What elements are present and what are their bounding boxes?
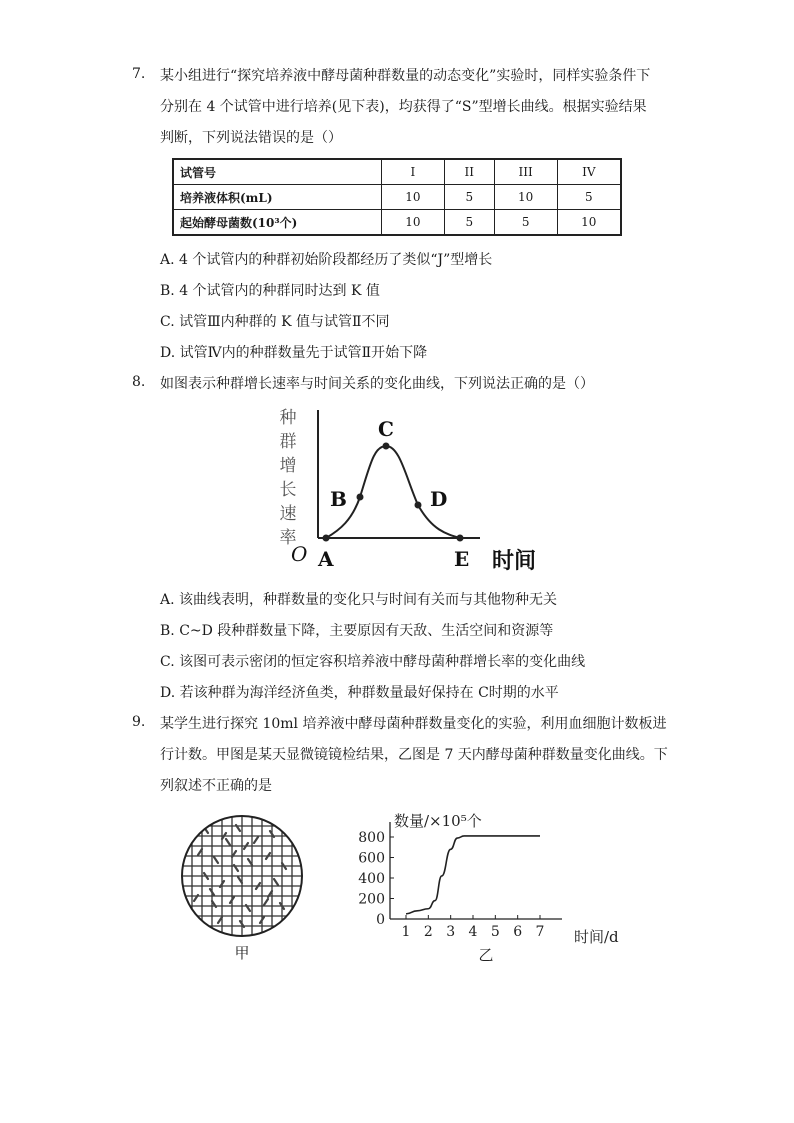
q9-stem-line1: 某学生进行探究 10ml 培养液中酵母菌种群数量变化的实验，利用血细胞计数板进	[160, 716, 667, 732]
table-row	[173, 185, 621, 210]
q8-growth-rate-figure	[270, 400, 560, 580]
q7-option-c: C. 试管Ⅲ内种群的 K 值与试管Ⅱ不同	[160, 314, 390, 330]
q9-hemocytometer-figure	[176, 810, 316, 970]
q8-option-c: C. 该图可表示密闭的恒定容积培养液中酵母菌种群增长率的变化曲线	[160, 654, 586, 670]
q8-label-c: C	[378, 417, 394, 441]
chart-x-tick-label: 4	[468, 924, 478, 940]
q9-number: 9.	[132, 714, 146, 730]
table-cell: 5	[494, 210, 557, 236]
q8-ylabel-char: 种	[279, 408, 297, 428]
q7-stem-line3: 判断，下列说法错误的是（）	[160, 130, 342, 146]
q8-ylabel-char: 群	[279, 432, 297, 452]
q7-number: 7.	[132, 66, 146, 82]
table-row	[173, 159, 621, 185]
table-cell: 5	[557, 185, 621, 210]
table-header-cell: 试管号	[173, 159, 382, 185]
q7-option-a: A. 4 个试管内的种群初始阶段都经历了类似“J”型增长	[160, 252, 493, 268]
table-header-cell: II	[444, 159, 494, 185]
q7-option-d: D. 试管Ⅳ内的种群数量先于试管Ⅱ开始下降	[160, 345, 428, 361]
table-cell: 5	[444, 185, 494, 210]
q8-number: 8.	[132, 374, 146, 390]
q8-point-c	[383, 443, 390, 450]
q8-ylabel-char: 增	[279, 456, 297, 476]
chart-y-tick-label: 600	[358, 850, 385, 867]
table-cell: 10	[494, 185, 557, 210]
q9-population-chart	[352, 808, 652, 968]
q7-stem-line2: 分别在 4 个试管中进行培养(见下表)，均获得了“S”型增长曲线。根据实验结果	[160, 99, 647, 115]
table-row	[173, 210, 621, 236]
chart-x-tick-label: 6	[513, 924, 523, 940]
yeast-cell	[274, 879, 278, 885]
chart-x-tick-label: 5	[490, 924, 500, 940]
q8-label-e: E	[454, 547, 470, 571]
q8-option-a: A. 该曲线表明，种群数量的变化只与时间有关而与其他物种无关	[160, 592, 558, 608]
table-cell: 5	[444, 210, 494, 236]
yeast-cell	[264, 899, 268, 905]
q9-label-jia: 甲	[234, 944, 250, 962]
q8-stem: 如图表示种群增长速率与时间关系的变化曲线，下列说法正确的是（）	[160, 376, 594, 392]
chart-y-tick-label: 200	[358, 891, 385, 908]
q8-point-a	[323, 535, 330, 542]
table-cell: 10	[557, 210, 621, 236]
chart-x-tick-label: 1	[401, 924, 411, 940]
table-cell: 起始酵母菌数(10³个)	[173, 210, 382, 236]
chart-x-tick-label: 7	[535, 924, 545, 940]
q8-label-d: D	[430, 487, 448, 511]
q9-stem-line3: 列叙述不正确的是	[160, 778, 272, 794]
q8-option-d: D. 若该种群为海洋经济鱼类，种群数量最好保持在 C时期的水平	[160, 685, 559, 701]
chart-y-tick-label: 400	[358, 871, 385, 887]
q8-origin-label: O	[291, 542, 308, 566]
q8-point-d	[415, 502, 422, 509]
table-cell: 10	[382, 210, 445, 236]
yeast-cell	[254, 837, 258, 843]
q9-stem-line2: 行计数。甲图是某天显微镜镜检结果，乙图是 7 天内酵母菌种群数量变化曲线。下	[160, 747, 668, 763]
chart-x-tick-label: 2	[423, 924, 433, 940]
table-cell: 10	[382, 185, 445, 210]
q8-point-e	[457, 535, 464, 542]
q7-table	[172, 158, 622, 236]
table-cell: 培养液体积(mL)	[173, 185, 382, 210]
table-header-cell: III	[494, 159, 557, 185]
chart-x-tick-label: 3	[446, 924, 456, 940]
q8-ylabel-char: 速	[279, 504, 297, 524]
q8-xlabel: 时间	[492, 548, 537, 574]
q8-label-a: A	[318, 547, 334, 571]
q7-stem-line1: 某小组进行“探究培养液中酵母菌种群数量的动态变化”实验时，同样实验条件下	[160, 68, 651, 84]
yeast-cell	[226, 839, 230, 845]
q8-ylabel-char: 率	[279, 528, 297, 548]
chart-y-tick-label: 0	[376, 912, 385, 928]
q7-option-b: B. 4 个试管内的种群同时达到 K 值	[160, 283, 380, 299]
chart-ylabel: 数量/×10⁵个	[394, 812, 482, 830]
chart-y-tick-label: 800	[358, 830, 385, 846]
chart-series-line	[406, 836, 540, 914]
table-header-cell: I	[382, 159, 445, 185]
chart-xlabel: 时间/d	[574, 928, 619, 946]
q8-option-b: B. C~D 段种群数量下降，主要原因有天敌、生活空间和资源等	[160, 623, 554, 639]
table-header-cell: IV	[557, 159, 621, 185]
q8-point-b	[357, 494, 364, 501]
q9-label-yi: 乙	[478, 946, 494, 964]
q8-label-b: B	[330, 487, 347, 511]
q8-ylabel-char: 长	[279, 480, 297, 500]
yeast-cell	[214, 857, 218, 863]
